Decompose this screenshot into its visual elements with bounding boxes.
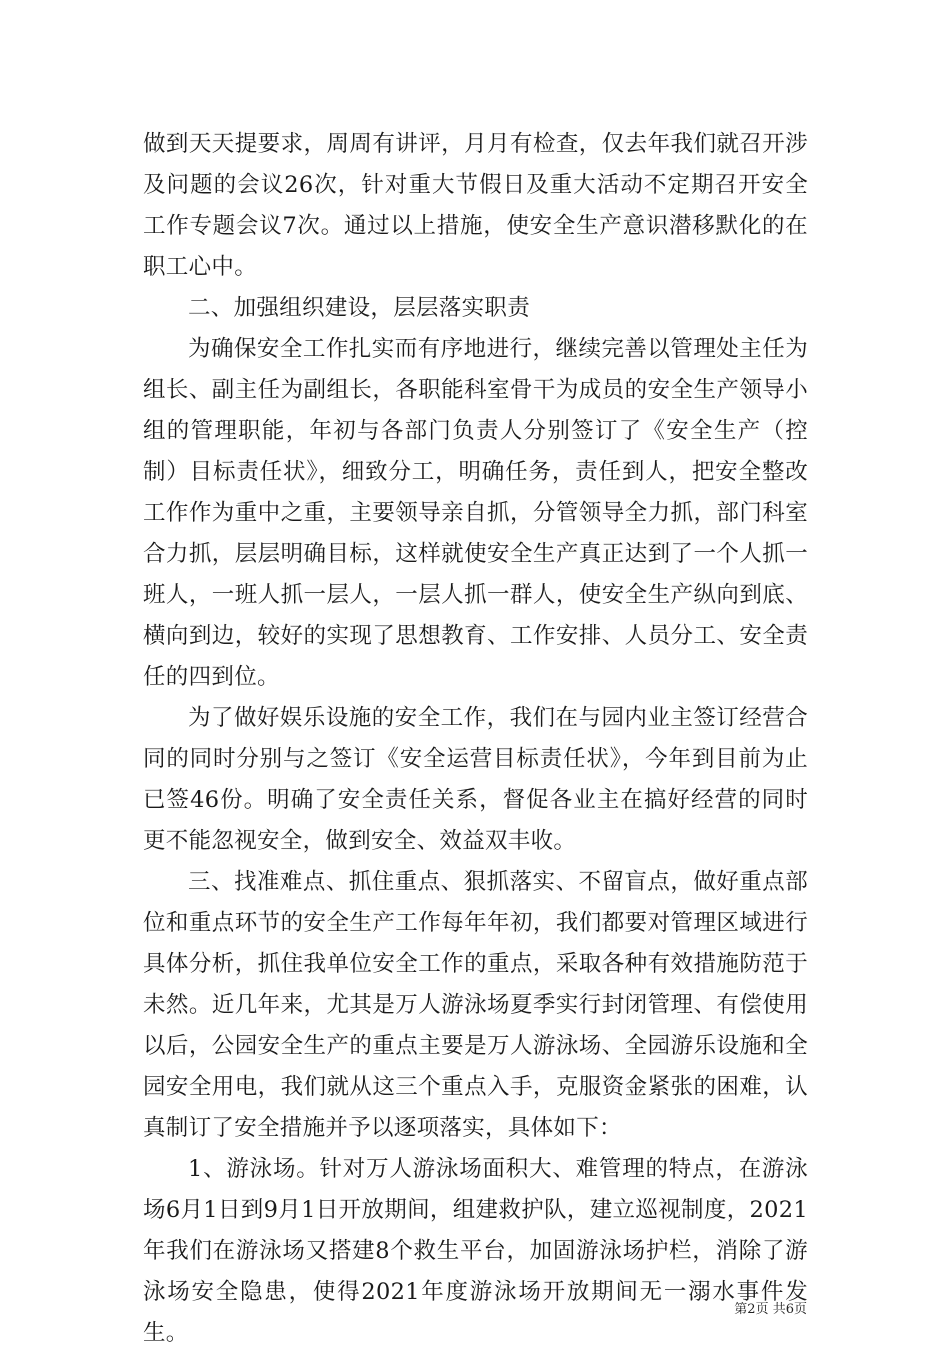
footer-prefix: 第 [734,1302,748,1317]
footer-middle: 页 共 [755,1302,786,1317]
section-heading-3-paragraph: 三、找准难点、抓住重点、狠抓落实、不留盲点，做好重点部位和重点环节的安全生产工作每年年初，我们都要对管理区域进行具体分析，抓住我单位安全工作的重点，采取各种有效措施防范于未然。近几年来，尤其是万人游泳场夏季实行封闭管理、有偿使用以后，公园安全生产的重点主要是万人游泳场、全园游乐设施和全园安全用电，我们就从这三个重点入手，克服资金紧张的困难，认真制订了安全措施并予以逐项落实，具体如下： [143,869,808,1141]
footer-current-page: 2 [747,1302,756,1317]
footer-total-pages: 6 [785,1302,794,1317]
document-body [143,124,808,1354]
page-number-footer [734,1302,807,1318]
paragraph-swimming-pool: 1、游泳场。针对万人游泳场面积大、难管理的特点，在游泳场6月1日到9月1日开放期间，组建救护队，建立巡视制度，2021年我们在游泳场又搭建8个救生平台，加固游泳场护栏，消除了游泳场安全隐患，使得2021年度游泳场开放期间无一溺水事件发生。 [143,1156,808,1346]
section-heading-2: 二、加强组织建设，层层落实职责 [188,295,531,321]
paragraph-entertainment-facilities: 为了做好娱乐设施的安全工作，我们在与园内业主签订经营合同的同时分别与之签订《安全运营目标责任状》，今年到目前为止已签46份。明确了安全责任关系，督促各业主在搞好经营的同时更不能忽视安全，做到安全、效益双丰收。 [143,705,808,854]
paragraph-organization: 为确保安全工作扎实而有序地进行，继续完善以管理处主任为组长、副主任为副组长，各职能科室骨干为成员的安全生产领导小组的管理职能，年初与各部门负责人分别签订了《安全生产（控制）目标责任状》，细致分工，明确任务，责任到人，把安全整改工作作为重中之重，主要领导亲自抓，分管领导全力抓，部门科室合力抓，层层明确目标，这样就使安全生产真正达到了一个人抓一班人，一班人抓一层人，一层人抓一群人，使安全生产纵向到底、横向到边，较好的实现了思想教育、工作安排、人员分工、安全责任的四到位。 [143,336,808,690]
paragraph-continuation: 做到天天提要求，周周有讲评，月月有检查，仅去年我们就召开涉及问题的会议26次，针对重大节假日及重大活动不定期召开安全工作专题会议7次。通过以上措施，使安全生产意识潜移默化的在职工心中。 [143,131,808,280]
footer-suffix: 页 [793,1302,807,1317]
